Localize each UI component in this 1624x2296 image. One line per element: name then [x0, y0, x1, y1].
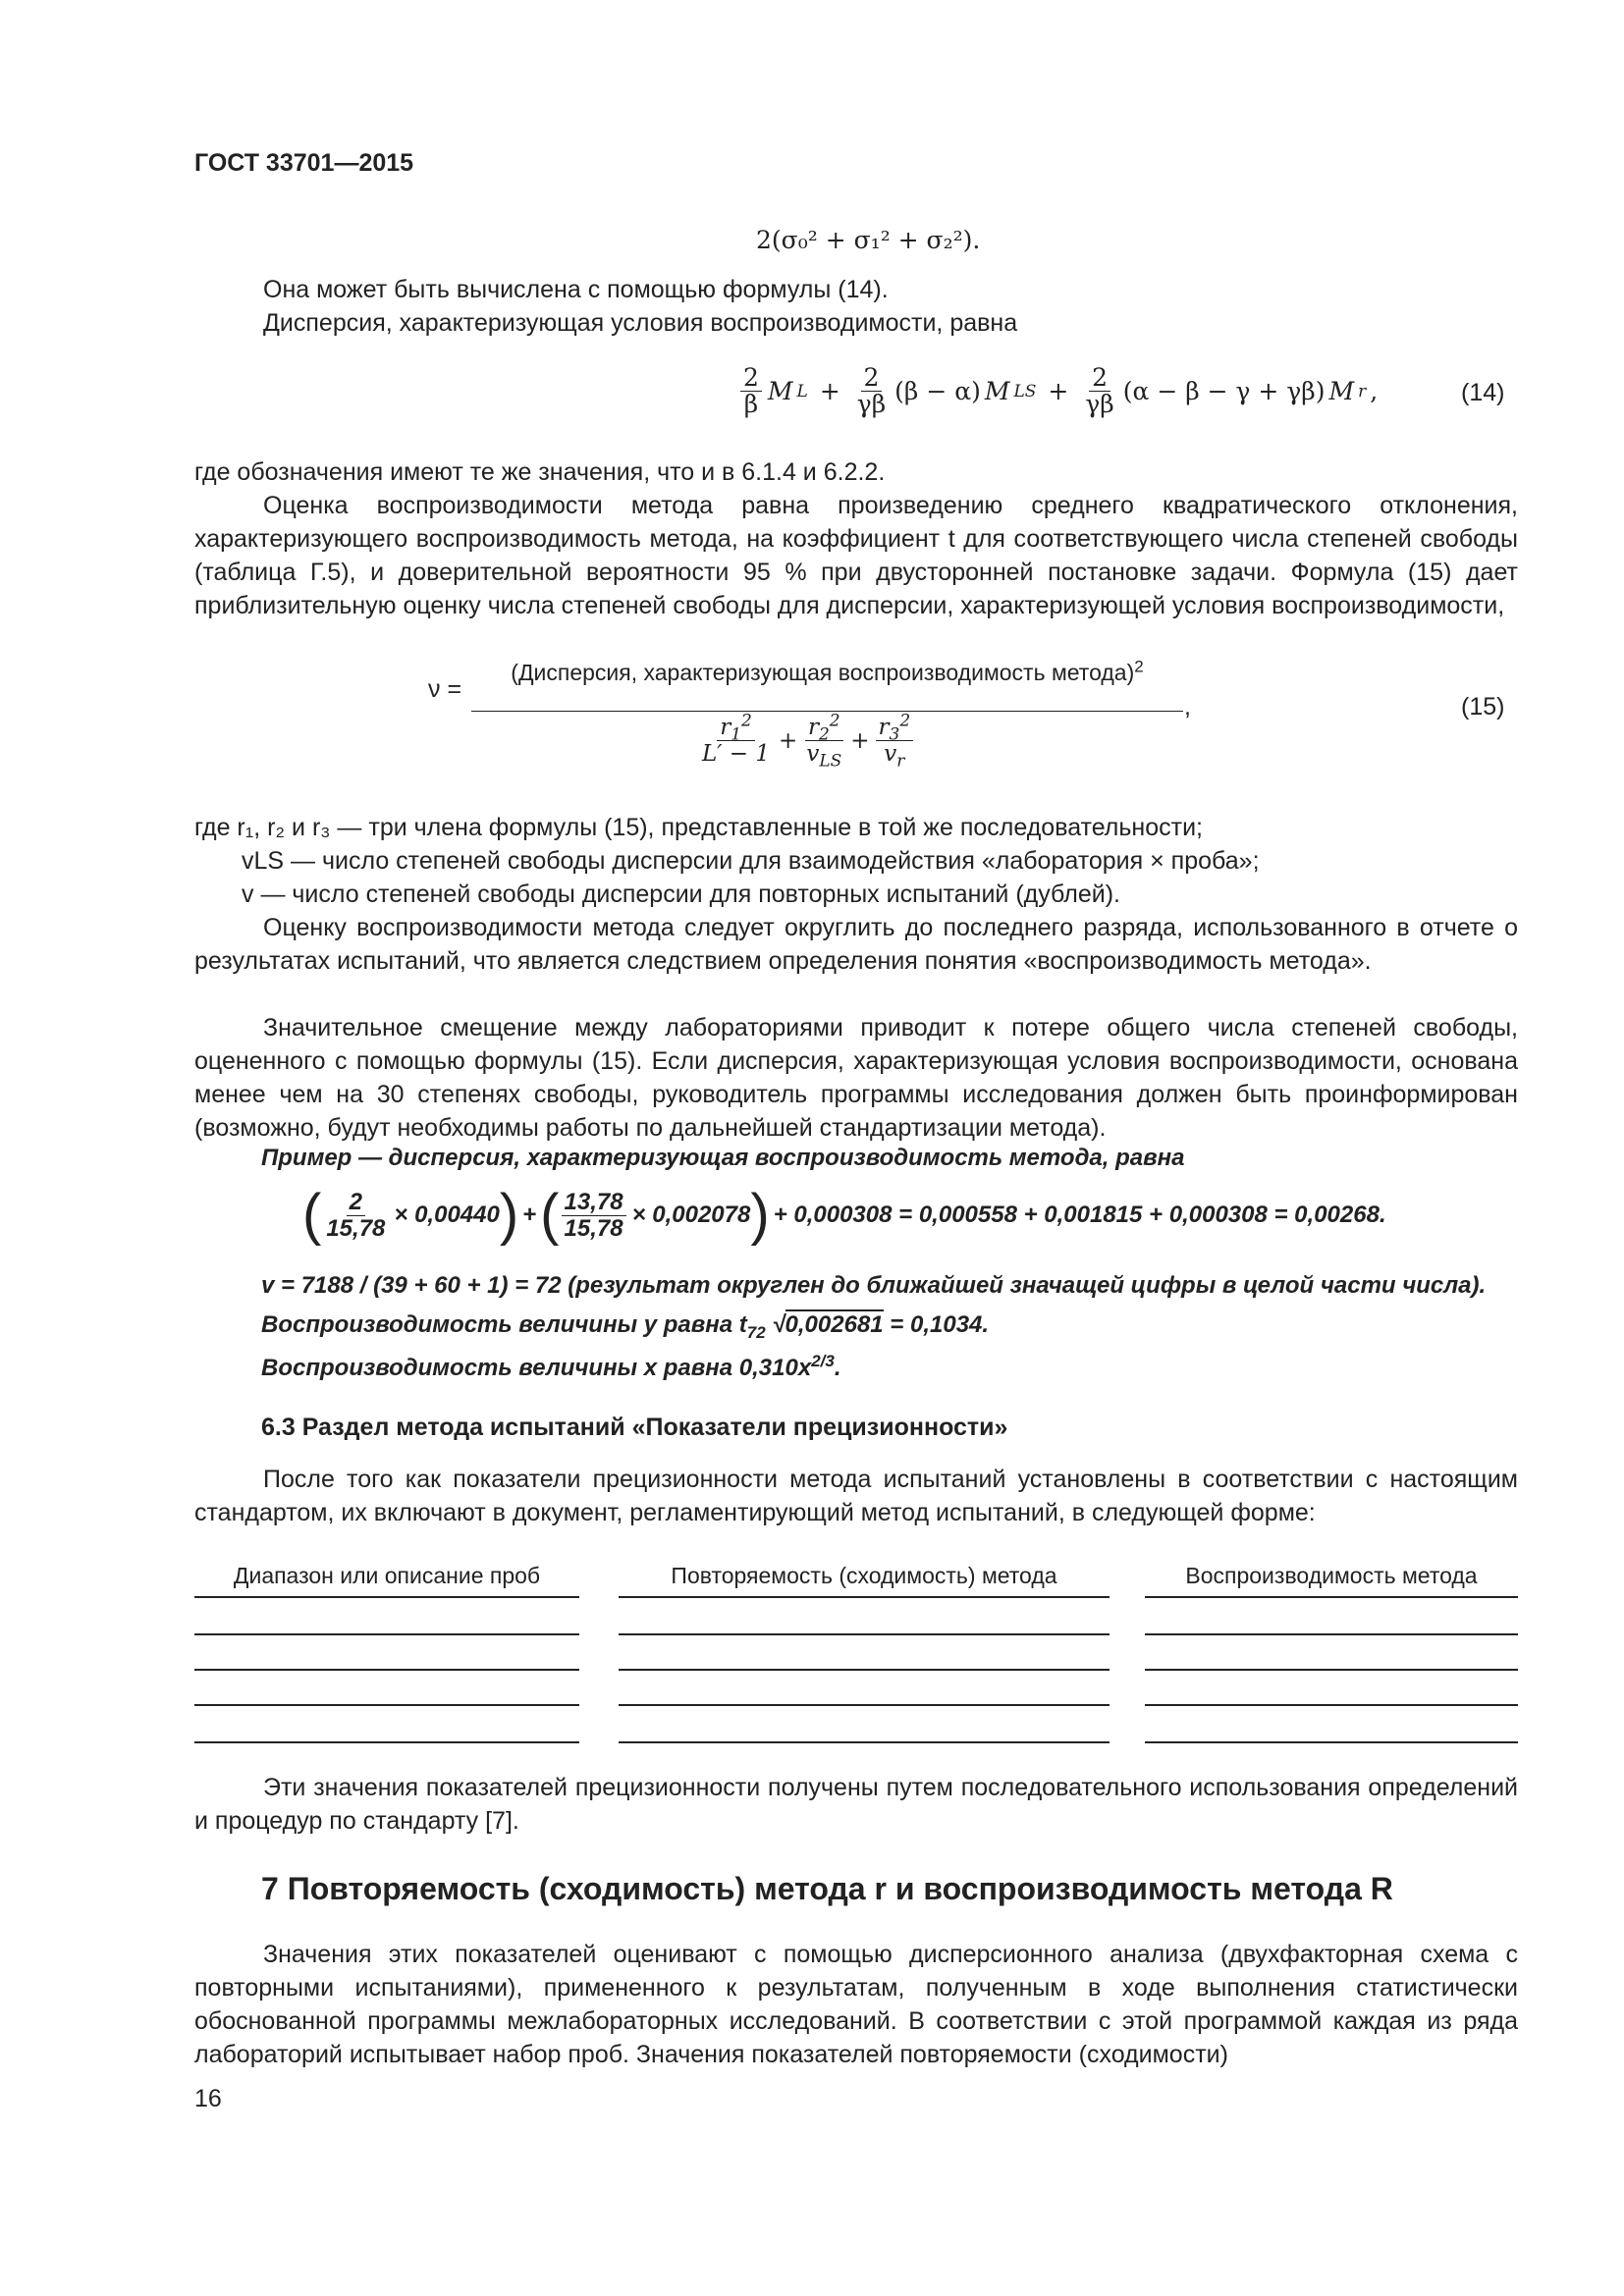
paragraph-p8: Эти значения показателей прецизионности получены путем последовательного использования определений и процедур по стандарту [7]. [194, 1774, 1518, 1835]
paragraph-p9: Значения этих показателей оценивают с помощью дисперсионного анализа (двухфакторная схема с повторными испытаниями), примененного к результатам, полученным в ходе выполнения статистически обоснованной программы межлабораторных исследований. В соответствии с этой программой каждая из ряда лабораторий испытывает набор проб. Значения показателей повторяемости (сходимости) [194, 1941, 1518, 2068]
table-header-reproducibility: Воспроизводимость метода [1185, 1563, 1478, 1588]
equation-15-number: (15) [1461, 693, 1505, 721]
where-line-1: где r₁, r₂ и r₃ — три члена формулы (15), представленные в той же последовательности; [194, 814, 1203, 841]
paragraph-p1: Она может быть вычислена с помощью формулы (14). [263, 276, 889, 303]
paragraph-p4: Оценка воспроизводимости метода равна произведению среднего квадратического отклонения, характеризующего воспроизводимость метода, на коэффициент t для соответствующего числа степеней свободы (таблица Г.5), и доверительной вероятности 95 % при двусторонней постановке задачи. Формула (15) дает приблизительную оценку числа степеней свободы для дисперсии, характеризующей условия воспроизводимости, [194, 492, 1518, 619]
table-header-repeatability: Повторяемость (сходимость) метода [671, 1563, 1057, 1588]
eq15-denominator: $\frac{r_1^2}{L' - 1}$ + $\frac{r_2^2}{v_{LS}}$ + $\frac{r_3^2}{v_r}$ [697, 715, 915, 767]
paragraph-p7: После того как показатели прецизионности метода испытаний установлены в соответствии с настоящим стандартом, их включают в документ, регламентирующий метод испытаний, в следующей форме: [194, 1466, 1518, 1526]
eq15-comma: , [1184, 693, 1191, 721]
section-6-3-title: 6.3 Раздел метода испытаний «Показатели прецизионности» [261, 1414, 1008, 1441]
example-line-v: v = 7188 / (39 + 60 + 1) = 72 (результат округлен до ближайшей значащей цифры в целой части числа). [261, 1272, 1487, 1299]
eq14-frac-1: $\frac{2}{\beta}$ [740, 365, 762, 417]
equation-14-number: (14) [1461, 379, 1505, 406]
eq14-frac-3: $\frac{2}{\gamma\beta}$ [1085, 363, 1114, 418]
example-line-x: Воспроизводимость величины x равна $0,310x^{2/3}$. [261, 1352, 841, 1381]
table-header-range: Диапазон или описание проб [233, 1563, 541, 1588]
eq15-numerator: (Дисперсия, характеризующая воспроизводимость метода)$^2$ [511, 657, 1144, 685]
eq15-fraction-bar [471, 711, 1183, 712]
paragraph-p2: Дисперсия, характеризующая условия воспроизводимости, равна [263, 309, 1018, 337]
where-line-3: v — число степеней свободы дисперсии для повторных испытаний (дублей). [242, 881, 1120, 908]
paragraph-p3: где обозначения имеют те же значения, что и в 6.1.4 и 6.2.2. [194, 458, 886, 486]
paragraph-p5: Оценку воспроизводимости метода следует округлить до последнего разряда, использованного в отчете о результатах испытаний, что является следствием определения понятия «воспроизводимость метода». [194, 914, 1518, 975]
where-line-2: vLS — число степеней свободы дисперсии для взаимодействия «лаборатория × проба»; [242, 847, 1260, 875]
example-title: Пример — дисперсия, характеризующая воспроизводимость метода, равна [261, 1145, 1185, 1171]
paragraph-p6: Значительное смещение между лабораториями приводит к потере общего числа степеней свободы, оцененного с помощью формулы (15). Если дисперсия, характеризующая условия воспроизводимости, основана менее чем на 30 степенях свободы, руководитель программы исследования должен быть проинформирован (возможно, будут необходимы работы по дальнейшей стандартизации метода). [194, 1014, 1518, 1142]
example-formula: ( $\frac{2}{15,78}$ × 0,00440 ) + ( $\frac{13,78}{15,78}$ × 0,002078 ) + 0,000308 = 0,000558 + 0,001815 + 0,000308 = 0,00268. [302, 1183, 1386, 1247]
top-formula: 2(σ₀² + σ₁² + σ₂²). [756, 226, 981, 254]
page-number: 16 [194, 2085, 222, 2112]
example-line-y: Воспроизводимость величины y равна $t_{72}$ √0,002681 = 0,1034. [261, 1311, 990, 1342]
section-7-title: 7 Повторяемость (сходимость) метода r и воспроизводимость метода R [261, 1871, 1393, 1906]
eq14-frac-2: $\frac{2}{\gamma\beta}$ [856, 363, 887, 418]
doc-header: ГОСТ 33701—2015 [194, 149, 414, 177]
eq15-lhs: ν = [428, 675, 462, 703]
equation-14: $\frac{2}{\beta}$ M L + $\frac{2}{\gamma\beta}$ (β − α) M LS + $\frac{2}{\gamma\beta}$ (α − β − γ + γβ) M r , [738, 365, 1378, 417]
